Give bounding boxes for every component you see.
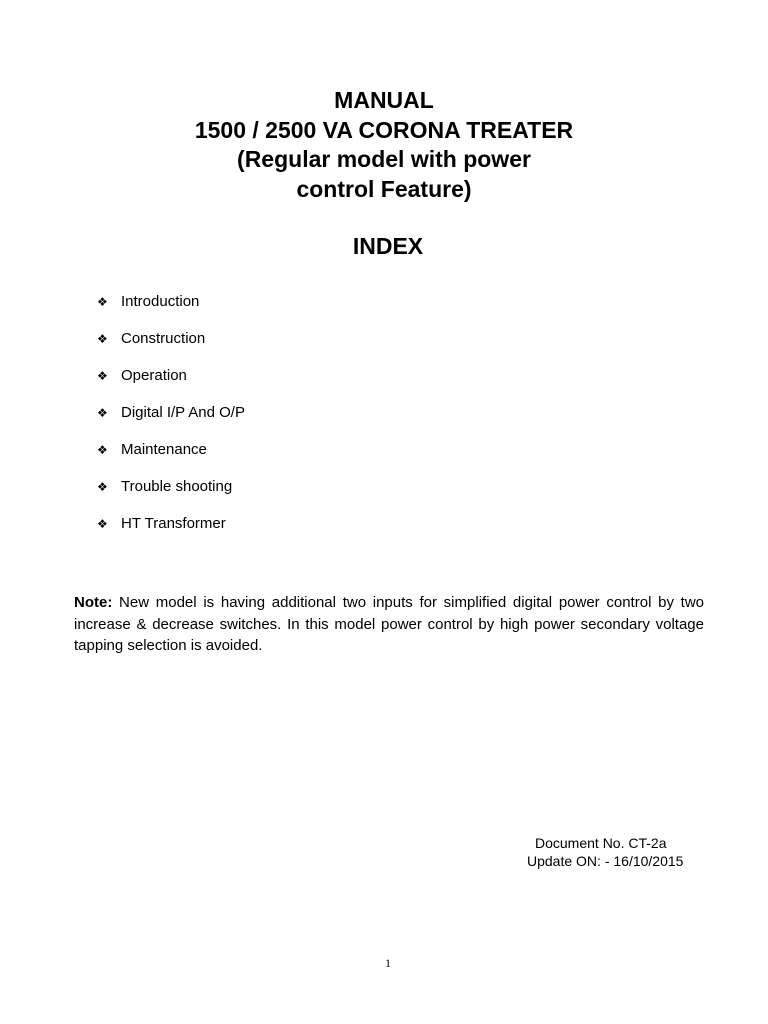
diamond-bullet-icon: ❖ (97, 443, 108, 457)
index-item-label: Trouble shooting (121, 478, 233, 495)
diamond-bullet-icon: ❖ (97, 295, 108, 309)
index-item-label: Construction (121, 330, 206, 347)
update-date: Update ON: - 16/10/2015 (527, 853, 684, 869)
index-item-construction (97, 329, 245, 366)
diamond-bullet-icon: ❖ (97, 480, 108, 494)
index-item-introduction (97, 292, 245, 329)
index-item-label: HT Transformer (121, 515, 226, 532)
note-paragraph (74, 592, 704, 657)
index-item-digital-io (97, 403, 245, 440)
title-line-3: (Regular model with power (237, 146, 531, 172)
document-info (527, 834, 683, 870)
index-item-ht-transformer (97, 514, 245, 551)
document-title (0, 86, 768, 204)
title-line-1: MANUAL (334, 87, 434, 113)
document-number: Document No. CT-2a (535, 835, 667, 851)
diamond-bullet-icon: ❖ (97, 517, 108, 531)
index-item-label: Operation (121, 367, 187, 384)
index-item-trouble-shooting (97, 477, 245, 514)
index-item-label: Maintenance (121, 441, 207, 458)
diamond-bullet-icon: ❖ (97, 369, 108, 383)
index-heading: INDEX (352, 233, 424, 259)
note-text: New model is having additional two inputs for simplified digital power control by two increase & decrease switches. In this model power control by high power secondary voltage tapping selection is avoided. (74, 594, 704, 654)
index-item-operation (97, 366, 245, 403)
index-item-maintenance (97, 440, 245, 477)
index-item-label: Introduction (121, 293, 200, 310)
diamond-bullet-icon: ❖ (97, 406, 108, 420)
title-line-2: 1500 / 2500 VA CORONA TREATER (194, 116, 574, 143)
diamond-bullet-icon: ❖ (97, 332, 108, 346)
index-item-label: Digital I/P And O/P (121, 404, 245, 421)
page-number: 1 (385, 956, 391, 970)
note-label: Note: (74, 594, 113, 611)
index-list (97, 292, 245, 551)
title-line-4: control Feature) (296, 175, 472, 202)
